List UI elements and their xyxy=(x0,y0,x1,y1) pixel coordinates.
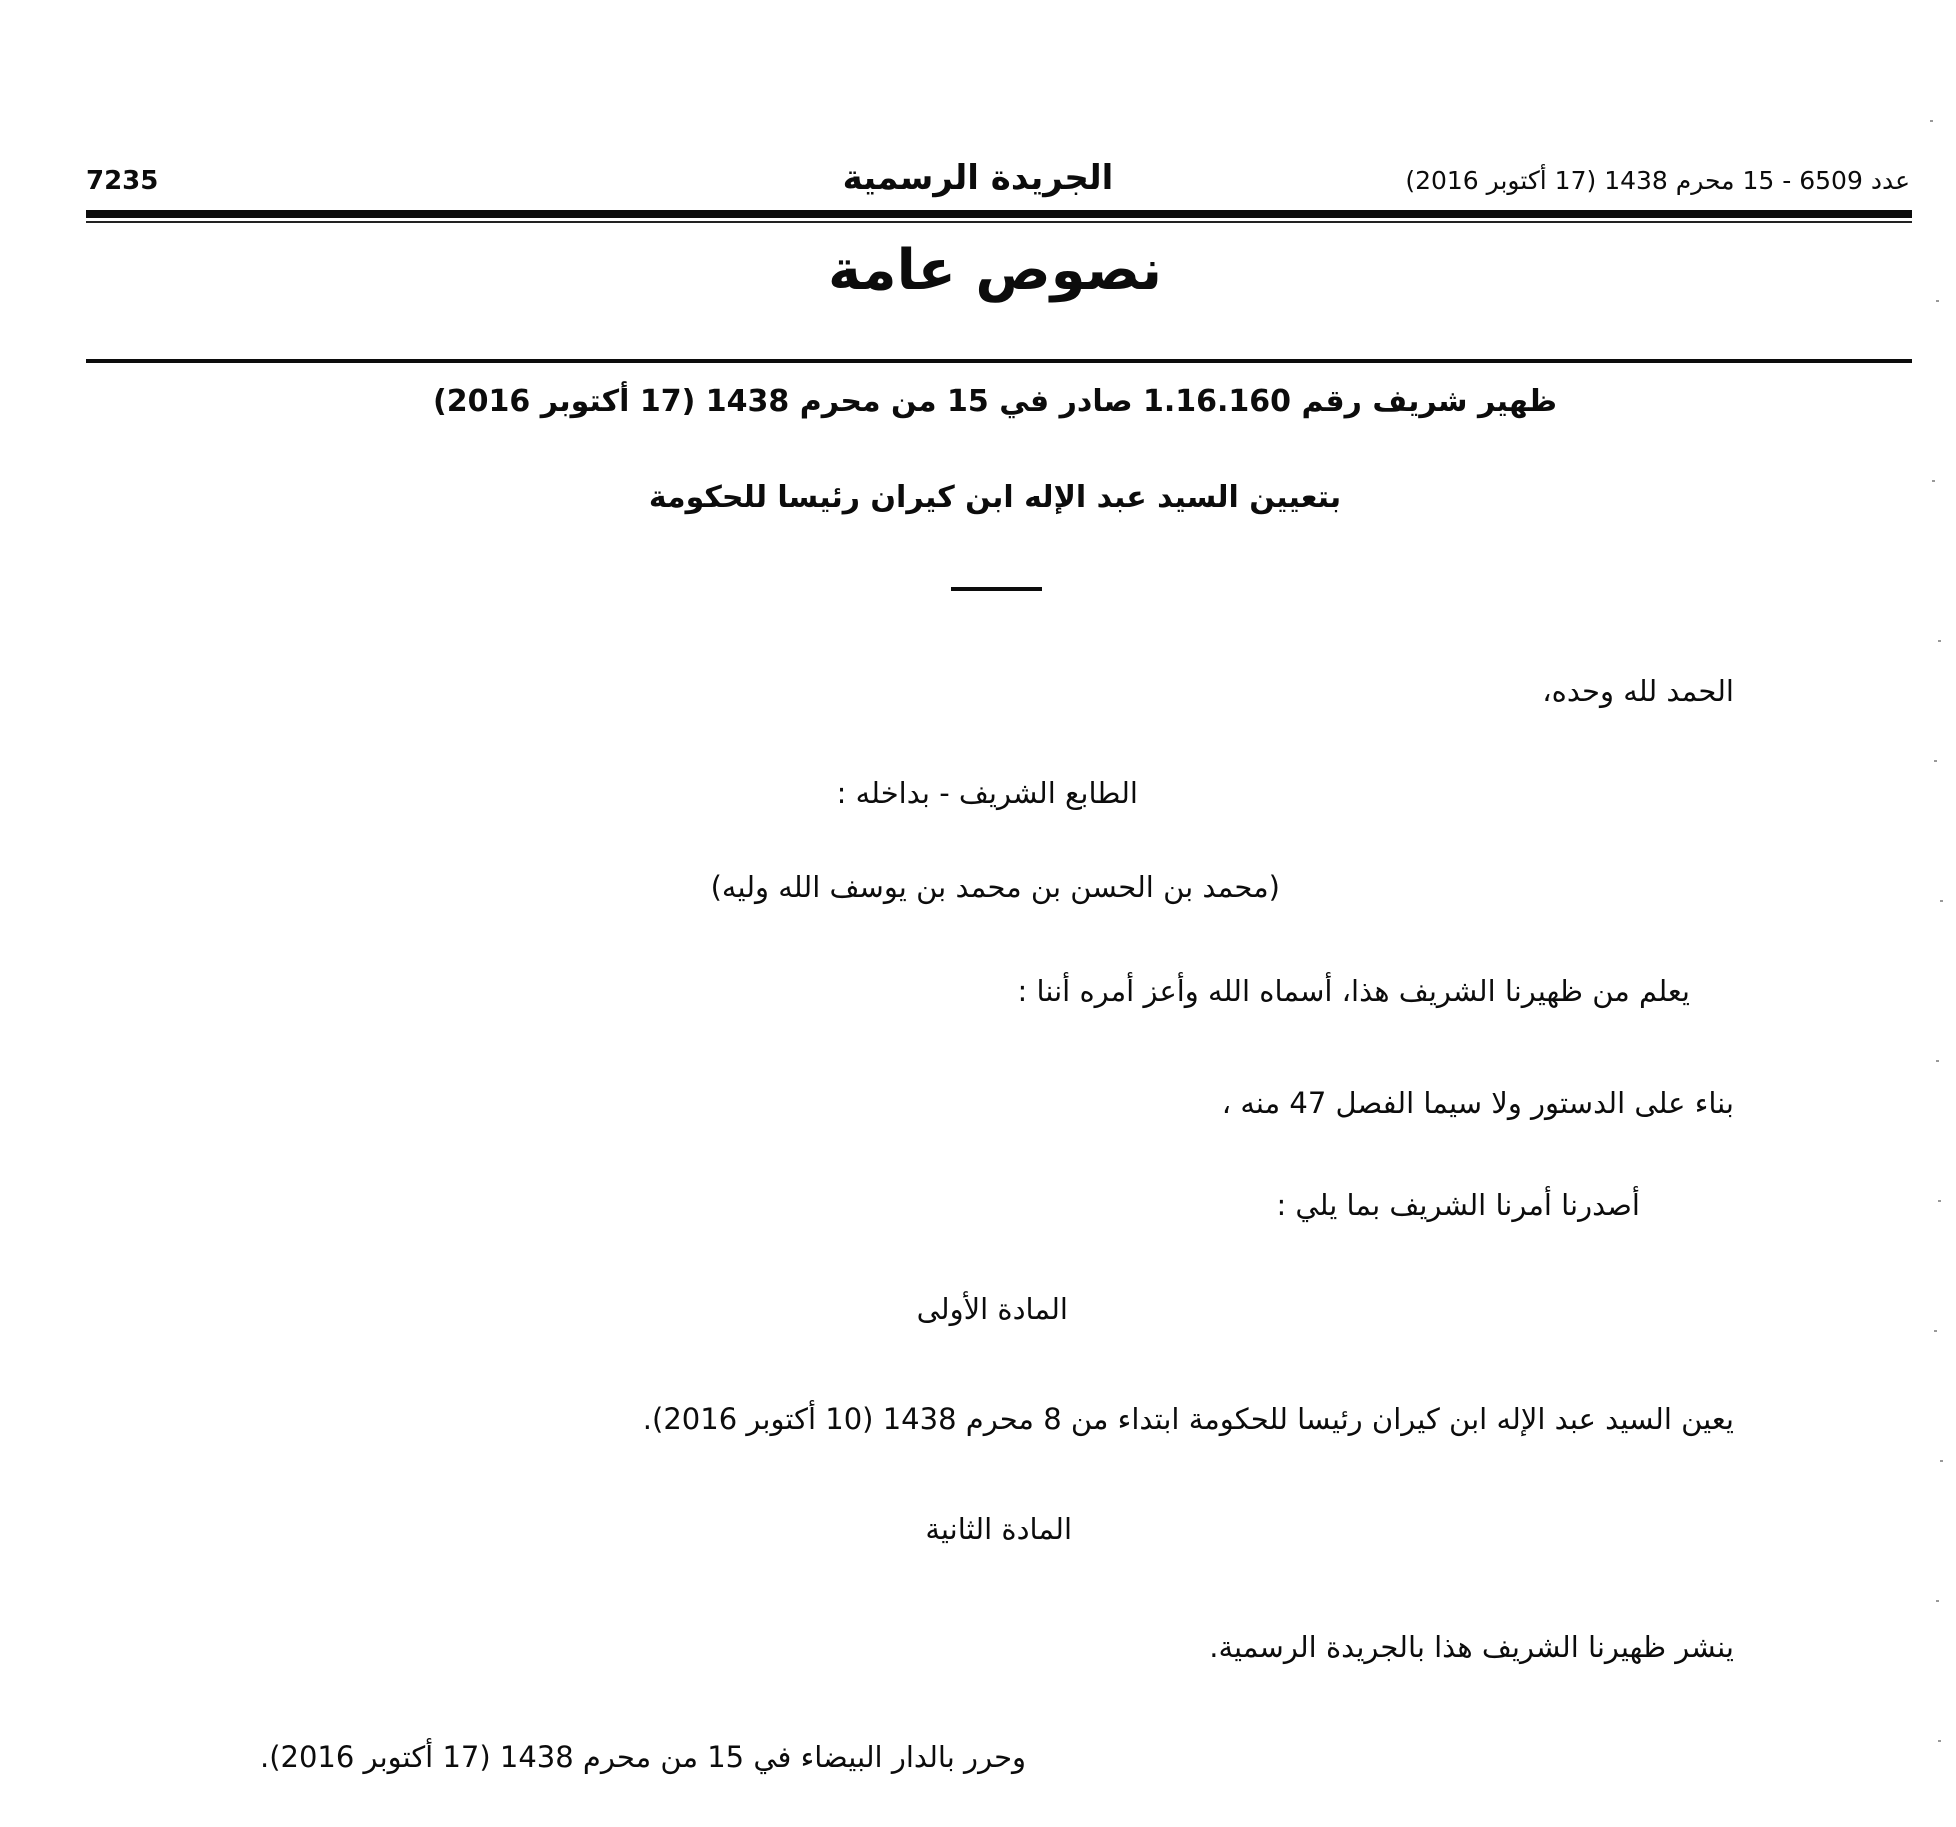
article-2-text: ينشر ظهيرنا الشريف هذا بالجريدة الرسمية. xyxy=(1209,1630,1734,1664)
article-2-heading: المادة الثانية xyxy=(925,1512,1072,1546)
opening-praise: الحمد لله وحده، xyxy=(1542,674,1734,708)
page-number: 7235 xyxy=(86,166,159,196)
seal-line: الطابع الشريف - بداخله : xyxy=(836,776,1138,810)
header-rule-thin xyxy=(86,221,1912,223)
closing-line: وحرر بالدار البيضاء في 15 من محرم 1438 (17 أكتوبر 2016). xyxy=(259,1740,1026,1774)
article-1-heading: المادة الأولى xyxy=(916,1292,1068,1326)
preamble-line: يعلم من ظهيرنا الشريف هذا، أسماه الله وأعز أمره أننا : xyxy=(1017,974,1690,1008)
issue-info: عدد 6509 - 15 محرم 1438 (17 أكتوبر 2016) xyxy=(1405,166,1910,195)
decree-line: أصدرنا أمرنا الشريف بما يلي : xyxy=(1276,1188,1640,1222)
separator-rule xyxy=(951,587,1042,591)
section-title: نصوص عامة xyxy=(827,238,1163,303)
article-1-text: يعين السيد عبد الإله ابن كيران رئيسا للحكومة ابتداء من 8 محرم 1438 (10 أكتوبر 2016). xyxy=(642,1402,1734,1436)
journal-title: الجريدة الرسمية xyxy=(842,158,1114,198)
royal-name: (محمد بن الحسن بن محمد بن يوسف الله وليه) xyxy=(710,870,1280,904)
dahir-subject: بتعيين السيد عبد الإله ابن كيران رئيسا للحكومة xyxy=(648,480,1342,515)
section-rule xyxy=(86,359,1912,363)
header-rule xyxy=(86,210,1912,218)
dahir-title: ظهير شريف رقم 1.16.160 صادر في 15 من محرم 1438 (17 أكتوبر 2016) xyxy=(433,384,1557,419)
legal-basis-line: بناء على الدستور ولا سيما الفصل 47 منه ، xyxy=(1221,1086,1734,1120)
